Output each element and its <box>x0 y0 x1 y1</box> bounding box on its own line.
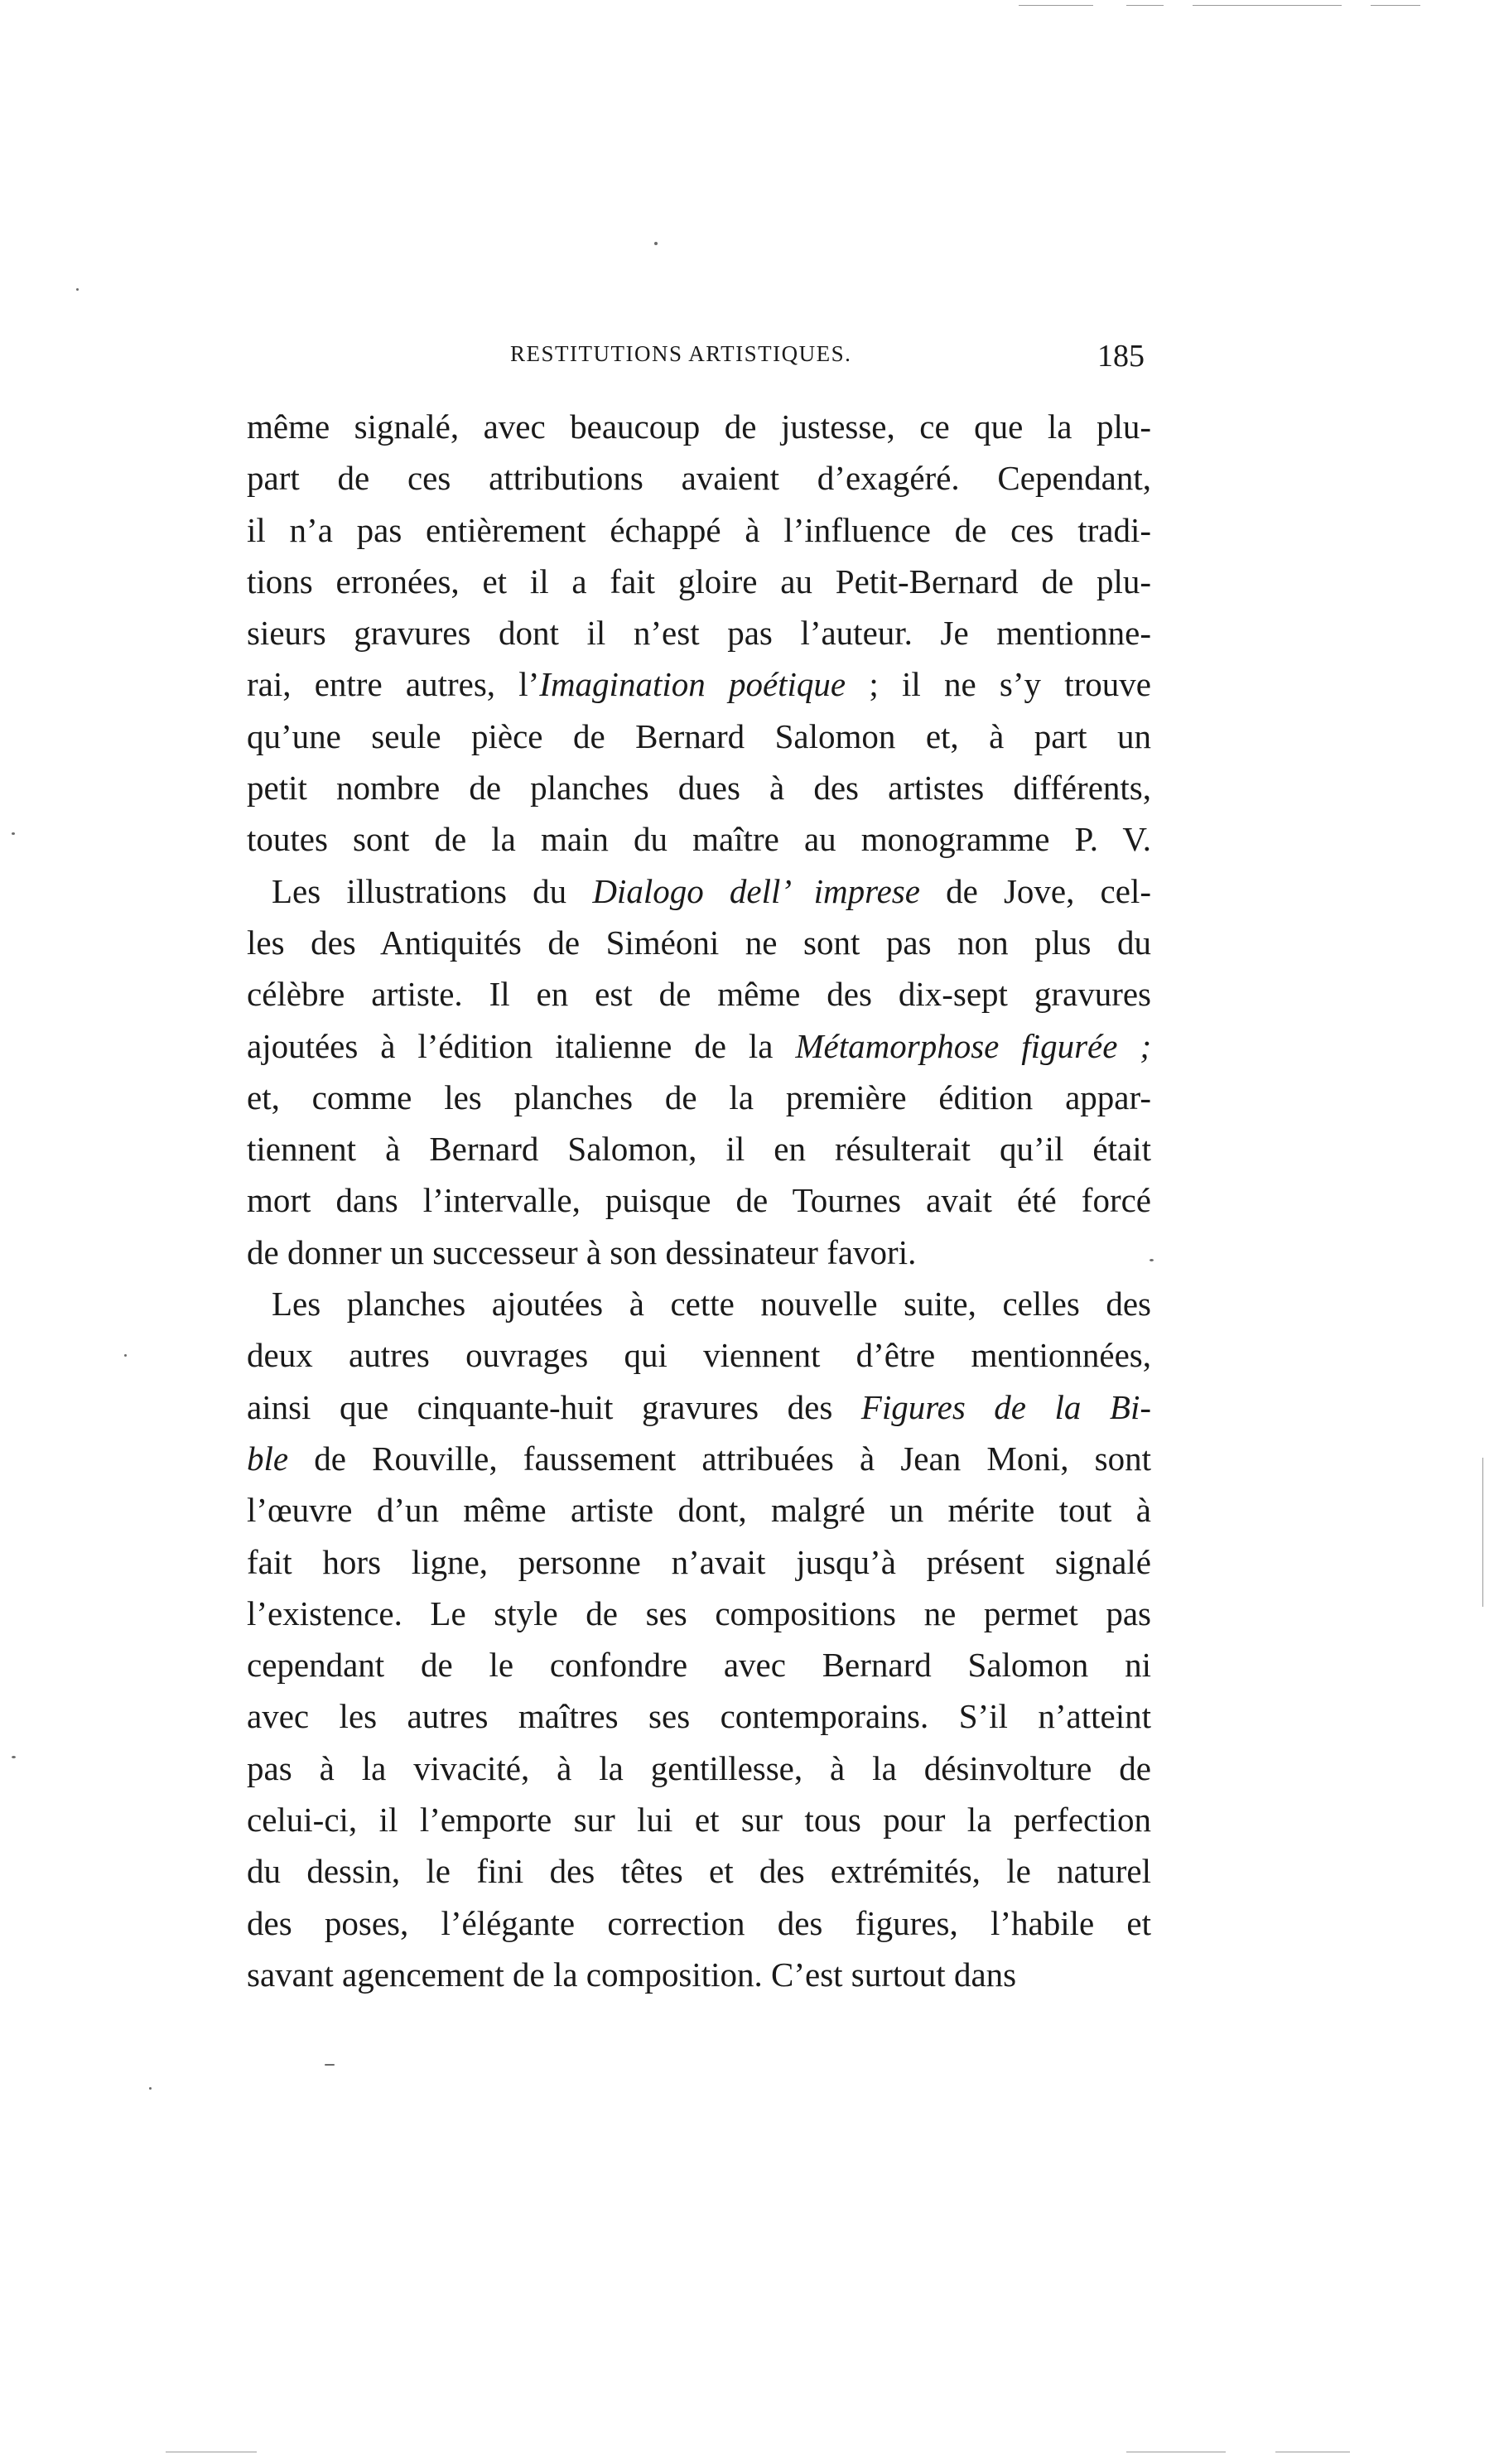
text-line <box>247 1329 1151 1381</box>
text-segment: il n’a pas entièrement échappé à l’influence de ces tradi- <box>247 510 1151 549</box>
scan-speck <box>124 1354 127 1357</box>
text-line <box>247 607 1151 658</box>
text-line <box>247 1072 1151 1123</box>
text-line <box>247 1227 1151 1278</box>
text-segment: petit nombre de planches dues à des artistes différents, <box>247 769 1151 808</box>
text-segment: ajoutées à l’édition italienne de la <box>247 1026 796 1065</box>
text-line <box>247 1536 1151 1588</box>
text-line <box>247 1433 1151 1484</box>
text-segment: de Rouville, faussement attribuées à Jean Moni, sont <box>288 1439 1151 1478</box>
text-line <box>247 1743 1151 1794</box>
page-header <box>247 341 1151 383</box>
text-line <box>247 1949 1151 2000</box>
page-number: 185 <box>1097 339 1145 374</box>
text-segment: ; il ne s’y trouve <box>846 665 1151 704</box>
text-segment: et, comme les planches de la première édition appar- <box>247 1078 1151 1116</box>
running-title: RESTITUTIONS ARTISTIQUES. <box>510 341 852 366</box>
scan-speck <box>1150 1259 1154 1261</box>
text-line <box>247 1381 1151 1433</box>
text-segment: deux autres ouvrages qui viennent d’être mentionnées, <box>247 1336 1151 1375</box>
text-line <box>247 762 1151 813</box>
text-line <box>247 1639 1151 1690</box>
text-line <box>247 1278 1151 1329</box>
italic-title: Dialogo dell’ imprese <box>592 871 920 910</box>
scan-speck <box>325 2064 335 2066</box>
text-segment: part de ces attributions avaient d’exagéré. Cependant, <box>247 459 1151 498</box>
text-segment: avec les autres maîtres ses contemporains. S’il n’atteint <box>247 1697 1151 1736</box>
text-line <box>247 813 1151 865</box>
scan-speck <box>654 242 658 245</box>
text-line <box>247 1123 1151 1174</box>
text-line <box>247 556 1151 607</box>
text-segment: pas à la vivacité, à la gentillesse, à la désinvolture de <box>247 1748 1151 1787</box>
text-line <box>247 658 1151 710</box>
text-segment: des poses, l’élégante correction des figures, l’habile et <box>247 1903 1151 1942</box>
scan-artifact-line <box>1126 5 1164 6</box>
text-line <box>247 504 1151 556</box>
text-segment: Les planches ajoutées à cette nouvelle suite, celles des <box>272 1285 1151 1324</box>
text-segment: ainsi que cinquante-huit gravures des <box>247 1387 861 1426</box>
text-segment: Les illustrations du <box>272 871 593 910</box>
text-segment: de Jove, cel- <box>919 871 1151 910</box>
text-segment: savant agencement de la composition. C’est surtout dans <box>247 1955 1017 1994</box>
text-line <box>247 1845 1151 1897</box>
scan-artifact-line <box>1193 5 1342 6</box>
scan-speck <box>12 1756 16 1758</box>
scan-artifact-line <box>1371 5 1420 6</box>
italic-title: Imagination poétique <box>539 665 846 704</box>
italic-title: Métamorphose figurée ; <box>795 1026 1151 1065</box>
text-line <box>247 1020 1151 1072</box>
italic-title: ble <box>247 1439 289 1478</box>
scan-artifact-line <box>1019 5 1093 6</box>
text-line <box>247 1174 1151 1226</box>
text-segment: celui-ci, il l’emporte sur lui et sur tous pour la perfection <box>247 1801 1151 1840</box>
text-segment: célèbre artiste. Il en est de même des dix-sept gravures <box>247 975 1151 1014</box>
text-line <box>247 968 1151 1020</box>
text-segment: mort dans l’intervalle, puisque de Tournes avait été forcé <box>247 1181 1151 1220</box>
italic-title: Figures de la Bi- <box>860 1387 1151 1426</box>
text-segment: qu’une seule pièce de Bernard Salomon et, à part un <box>247 716 1151 755</box>
text-segment: rai, entre autres, l’ <box>247 665 540 704</box>
text-line <box>247 866 1151 917</box>
text-line <box>247 917 1151 968</box>
text-line <box>247 1897 1151 1949</box>
scan-speck <box>12 832 15 835</box>
text-segment: du dessin, le fini des têtes et des extrémités, le naturel <box>247 1852 1151 1891</box>
text-line <box>247 711 1151 762</box>
text-segment: même signalé, avec beaucoup de justesse, ce que la plu- <box>247 407 1151 446</box>
scan-speck <box>76 288 79 291</box>
text-segment: fait hors ligne, personne n’avait jusqu’à présent signalé <box>247 1542 1151 1581</box>
body-text <box>247 401 1151 2000</box>
text-segment: l’existence. Le style de ses compositions ne permet pas <box>247 1594 1151 1632</box>
text-line <box>247 452 1151 504</box>
text-segment: sieurs gravures dont il n’est pas l’auteur. Je mentionne- <box>247 614 1151 653</box>
text-line <box>247 1690 1151 1742</box>
text-line <box>247 401 1151 452</box>
text-line <box>247 1794 1151 1845</box>
text-segment: tions erronées, et il a fait gloire au Petit-Bernard de plu- <box>247 562 1151 600</box>
text-line <box>247 1588 1151 1639</box>
text-segment: cependant de le confondre avec Bernard Salomon ni <box>247 1646 1151 1685</box>
scan-speck <box>149 2087 152 2090</box>
text-segment: de donner un successeur à son dessinateur favori. <box>247 1232 917 1271</box>
text-segment: toutes sont de la main du maître au monogramme P. V. <box>247 820 1151 859</box>
scan-artifact-line <box>1482 1458 1483 1607</box>
text-line <box>247 1484 1151 1536</box>
text-segment: l’œuvre d’un même artiste dont, malgré un mérite tout à <box>247 1491 1151 1530</box>
text-segment: les des Antiquités de Siméoni ne sont pas non plus du <box>247 923 1151 962</box>
text-segment: tiennent à Bernard Salomon, il en résulterait qu’il était <box>247 1130 1151 1169</box>
